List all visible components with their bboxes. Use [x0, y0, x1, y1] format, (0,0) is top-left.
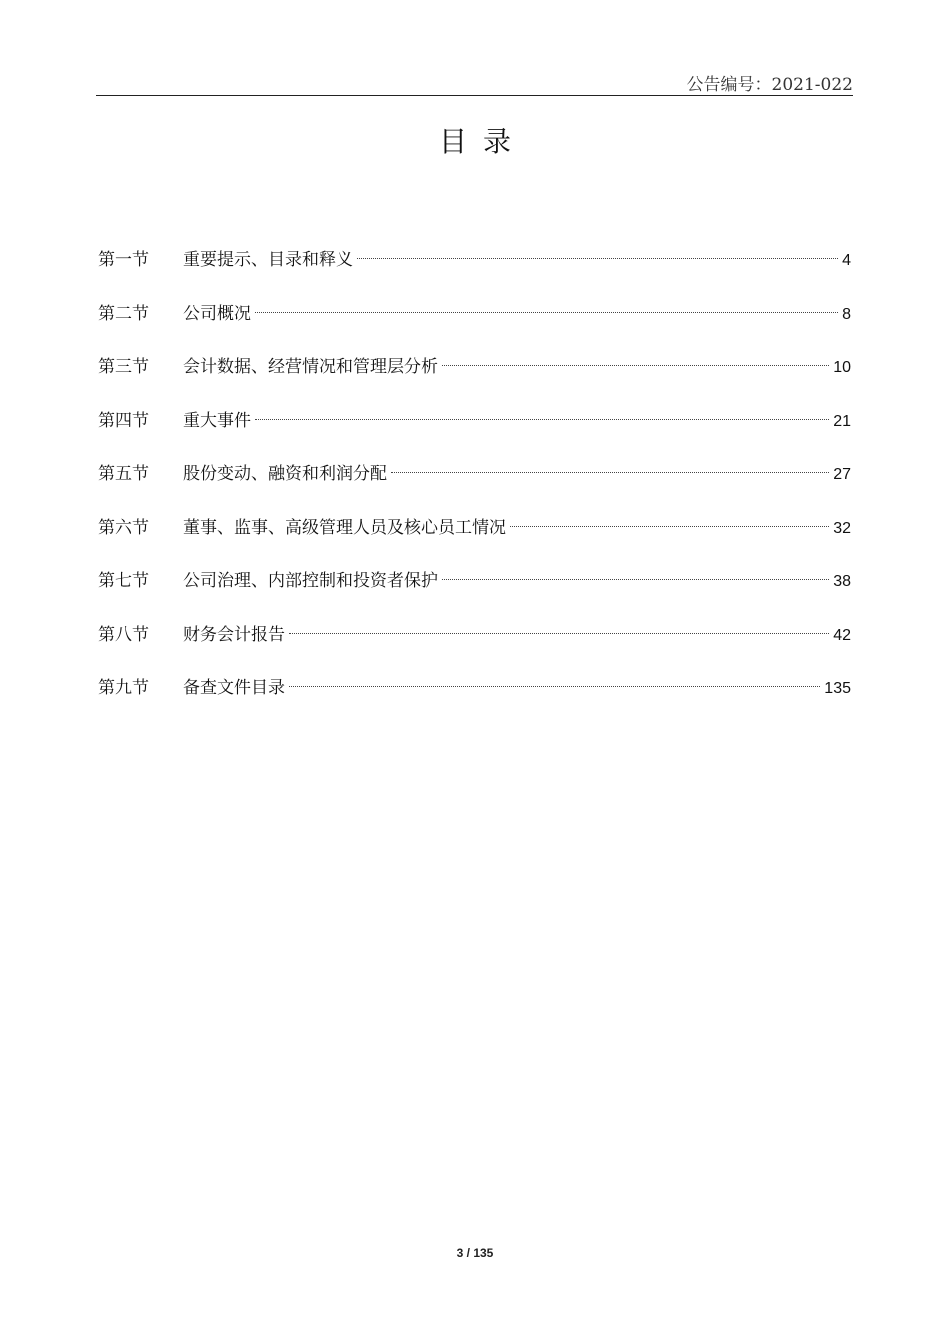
toc-chapter-label: 第七节 [98, 571, 149, 591]
toc-chapter-label: 第四节 [98, 410, 149, 431]
toc-page-number: 135 [824, 680, 851, 697]
toc-page-number: 27 [833, 466, 851, 483]
announcement-number: 公告编号：2021-022 [686, 75, 853, 95]
toc-entry-3[interactable] [98, 350, 851, 404]
toc-chapter-label: 第八节 [98, 624, 149, 645]
toc-entry-title: 财务会计报告 [183, 624, 285, 645]
toc-entry-7[interactable] [98, 564, 851, 618]
toc-page-number: 32 [833, 519, 851, 537]
toc-list [98, 243, 851, 725]
toc-entry-1[interactable] [98, 243, 851, 297]
toc-chapter-label: 第一节 [98, 250, 149, 270]
toc-title: 目录 [438, 125, 527, 158]
toc-entry-title: 股份变动、融资和利润分配 [183, 464, 387, 484]
dot-leader [357, 258, 838, 259]
dot-leader [442, 365, 829, 366]
toc-entry-4[interactable] [98, 404, 851, 458]
toc-chapter-label: 第九节 [98, 678, 149, 698]
toc-entry-title: 重要提示、目录和释义 [183, 250, 353, 270]
dot-leader [510, 526, 829, 527]
dot-leader [255, 312, 838, 313]
dot-leader [255, 419, 829, 420]
dot-leader [289, 633, 829, 634]
toc-entry-6[interactable] [98, 511, 851, 565]
toc-page-number: 21 [833, 412, 851, 430]
toc-entry-9[interactable] [98, 671, 851, 725]
toc-entry-title: 公司治理、内部控制和投资者保护 [183, 571, 438, 591]
toc-entry-2[interactable] [98, 297, 851, 351]
toc-page-number: 42 [833, 626, 851, 644]
toc-entry-title: 备查文件目录 [183, 678, 285, 698]
toc-entry-title: 董事、监事、高级管理人员及核心员工情况 [183, 517, 506, 538]
toc-entry-5[interactable] [98, 457, 851, 511]
toc-page-number: 8 [842, 305, 851, 323]
toc-page-number: 4 [842, 252, 851, 269]
toc-entry-8[interactable] [98, 618, 851, 672]
toc-page-number: 10 [833, 359, 851, 376]
toc-entry-title: 公司概况 [183, 303, 251, 324]
toc-chapter-label: 第五节 [98, 464, 149, 484]
dot-leader [391, 472, 829, 473]
dot-leader [289, 686, 820, 687]
toc-page-number: 38 [833, 573, 851, 590]
dot-leader [442, 579, 829, 580]
toc-chapter-label: 第二节 [98, 303, 149, 324]
toc-entry-title: 会计数据、经营情况和管理层分析 [183, 357, 438, 377]
toc-chapter-label: 第三节 [98, 357, 149, 377]
page-indicator: 3 / 135 [456, 1246, 494, 1260]
header-divider [96, 95, 853, 96]
toc-chapter-label: 第六节 [98, 517, 149, 538]
toc-entry-title: 重大事件 [183, 410, 251, 431]
